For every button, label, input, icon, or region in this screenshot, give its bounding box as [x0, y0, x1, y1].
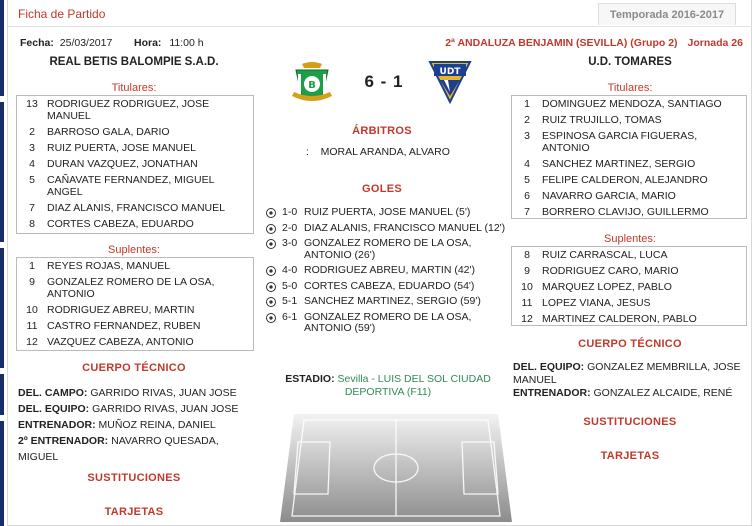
ball-icon [266, 282, 276, 292]
player-name[interactable]: SANCHEZ MARTINEZ, SERGIO [542, 158, 696, 170]
player-name[interactable]: CAÑAVATE FERNANDEZ, MIGUEL ANGEL [47, 174, 215, 198]
player-number: 8 [29, 218, 35, 230]
home-team-name[interactable]: REAL BETIS BALOMPIE S.A.D. [49, 56, 219, 68]
staff-row [18, 417, 258, 433]
player-row[interactable] [17, 274, 253, 302]
player-row[interactable] [17, 258, 253, 274]
goal-row [266, 223, 506, 235]
referee-name: : MORAL ARANDA, ALVARO [306, 146, 450, 158]
player-name[interactable]: MARTINEZ CALDERON, PABLO [542, 313, 697, 325]
goal-scorer[interactable]: SANCHEZ MARTINEZ, SERGIO (59') [304, 295, 481, 307]
player-number: 7 [524, 206, 530, 218]
staff-role: DEL. EQUIPO: [18, 403, 90, 415]
ball-icon [266, 297, 276, 307]
goal-row [266, 296, 506, 308]
score: 6 - 1 [364, 72, 404, 91]
player-number: 5 [29, 174, 35, 186]
player-name[interactable]: FELIPE CALDERON, ALEJANDRO [542, 174, 708, 186]
ball-icon [266, 313, 276, 323]
staff-role: DEL. CAMPO: [18, 387, 88, 399]
staff-name: GARRIDO RIVAS, JUAN JOSE [87, 387, 237, 399]
betis-crest-icon [288, 60, 336, 104]
player-name[interactable]: RODRIGUEZ RODRIGUEZ, JOSE MANUEL [47, 98, 210, 122]
player-number: 1 [524, 98, 530, 110]
ball-icon [266, 266, 276, 276]
stadium-info [270, 373, 506, 399]
goals-list [266, 207, 506, 339]
staff-name: NAVARRO QUESADA, MIGUEL [18, 435, 219, 463]
player-number: 10 [521, 281, 533, 293]
goal-scorer[interactable]: RUIZ PUERTA, JOSE MANUEL (5') [304, 206, 471, 218]
goal-row [266, 312, 506, 335]
player-row[interactable] [17, 156, 253, 172]
time-value: 11:00 h [169, 37, 204, 49]
player-row[interactable] [512, 156, 746, 172]
home-titulares-label: Titulares: [111, 82, 157, 94]
staff-role: 2º ENTRENADOR: [18, 435, 109, 447]
player-row[interactable] [512, 279, 746, 295]
player-number: 4 [524, 158, 530, 170]
header-bar [7, 0, 752, 27]
player-name[interactable]: RODRIGUEZ ABREU, MARTIN [47, 304, 195, 316]
arbitros-title: ÁRBITROS [352, 125, 412, 137]
player-number: 12 [26, 336, 38, 348]
away-staff-list [513, 361, 745, 400]
goal-result: 5-0 [282, 279, 298, 292]
away-titulares-label: Titulares: [607, 82, 653, 94]
player-row[interactable] [512, 263, 746, 279]
player-name[interactable]: DIAZ ALANIS, FRANCISCO MANUEL [47, 202, 225, 214]
goal-result: 4-0 [282, 264, 298, 276]
staff-role: ENTRENADOR: [18, 419, 96, 431]
stadium-name[interactable]: Sevilla - LUIS DEL SOL CIUDAD DEPORTIVA (F11) [337, 373, 491, 398]
away-tarjetas-title: TARJETAS [600, 450, 660, 462]
player-name[interactable]: REYES ROJAS, MANUEL [47, 260, 171, 272]
time-label: Hora: [134, 37, 162, 49]
away-suplentes-label: Suplentes: [604, 233, 656, 245]
goal-row [266, 265, 506, 277]
ball-icon [266, 239, 276, 249]
goles-title: GOLES [361, 183, 402, 195]
player-row[interactable] [17, 200, 253, 216]
player-name[interactable]: DURAN VAZQUEZ, JONATHAN [47, 158, 198, 170]
away-starters-list [511, 95, 747, 219]
player-number: 13 [26, 98, 38, 110]
competition-link[interactable]: 2ª ANDALUZA BENJAMIN (SEVILLA) (Grupo 2) [445, 37, 678, 49]
tomares-crest-icon [424, 58, 476, 104]
player-name[interactable]: RUIZ TRUJILLO, TOMAS [542, 114, 662, 126]
home-tarjetas-title: TARJETAS [104, 506, 164, 518]
player-row[interactable] [512, 112, 746, 128]
goal-scorer[interactable]: CORTES CABEZA, EDUARDO (54') [304, 279, 475, 292]
player-name[interactable]: RODRIGUEZ CARO, MARIO [542, 265, 679, 277]
player-number: 10 [26, 304, 38, 316]
goal-row [266, 281, 506, 293]
staff-name: GONZALEZ MEMBRILLA, JOSE MANUEL [513, 361, 741, 386]
player-row[interactable] [512, 204, 746, 220]
away-cuerpo-tecnico-title: CUERPO TÉCNICO [578, 338, 682, 350]
player-number: 3 [524, 130, 530, 142]
goal-row [266, 238, 506, 261]
player-row[interactable] [17, 172, 253, 200]
player-number: 8 [524, 249, 530, 261]
home-subs-list [16, 257, 254, 351]
page-title: Ficha de Partido [18, 7, 106, 21]
date-label: Fecha: [20, 37, 54, 49]
player-number: 2 [524, 114, 530, 126]
player-name[interactable]: DOMINGUEZ MENDOZA, SANTIAGO [542, 98, 722, 110]
left-edge-bar [0, 0, 4, 526]
goal-scorer[interactable]: GONZALEZ ROMERO DE LA OSA, ANTONIO (59') [304, 310, 472, 334]
goal-scorer[interactable]: GONZALEZ ROMERO DE LA OSA, ANTONIO (26') [304, 237, 472, 261]
player-number: 5 [524, 174, 530, 186]
competition-info [445, 37, 743, 49]
player-row[interactable] [17, 140, 253, 156]
goal-result: 2-0 [282, 221, 298, 234]
goal-row [266, 207, 506, 219]
goal-result: 5-1 [282, 295, 298, 307]
player-number: 9 [524, 265, 530, 277]
match-time [134, 37, 204, 49]
player-row[interactable] [512, 295, 746, 311]
player-name[interactable]: GONZALEZ ROMERO DE LA OSA, ANTONIO [47, 276, 215, 300]
staff-name: GONZALEZ ALCAIDE, RENÉ [590, 387, 733, 399]
player-name[interactable]: RUIZ CARRASCAL, LUCA [542, 249, 668, 261]
player-name[interactable]: CORTES CABEZA, EDUARDO [47, 218, 194, 230]
player-row[interactable] [512, 188, 746, 204]
staff-row [513, 387, 745, 400]
staff-row [18, 401, 258, 417]
player-row[interactable] [17, 216, 253, 232]
player-name[interactable]: LOPEZ VIANA, JESUS [542, 297, 651, 309]
player-row[interactable] [512, 128, 746, 156]
staff-name: GARRIDO RIVAS, JUAN JOSE [89, 403, 239, 415]
player-row[interactable] [17, 96, 253, 124]
player-number: 1 [29, 260, 35, 272]
player-row[interactable] [512, 311, 746, 327]
goal-result: 1-0 [282, 206, 298, 218]
goal-result: 3-0 [282, 237, 298, 249]
player-number: 11 [26, 320, 38, 332]
jornada: Jornada 26 [687, 37, 743, 49]
player-name[interactable]: BARROSO GALA, DARIO [47, 126, 170, 138]
player-row[interactable] [512, 247, 746, 263]
player-number: 2 [29, 126, 35, 138]
player-name[interactable]: ESPINOSA GARCIA FIGUERAS, ANTONIO [542, 130, 698, 154]
home-sustituciones-title: SUSTITUCIONES [87, 472, 181, 484]
player-number: 6 [524, 190, 530, 202]
away-sustituciones-title: SUSTITUCIONES [583, 416, 677, 428]
stadium-label: ESTADIO: [285, 373, 335, 385]
ball-icon [266, 224, 276, 234]
player-row[interactable] [17, 124, 253, 140]
staff-role: DEL. EQUIPO: [513, 361, 585, 373]
goal-result: 6-1 [282, 310, 298, 323]
away-subs-list [511, 246, 747, 326]
player-number: 9 [29, 276, 35, 288]
staff-row [18, 385, 258, 401]
match-date [20, 37, 112, 49]
away-team-name[interactable]: U.D. TOMARES [588, 56, 672, 68]
season-tab[interactable]: Temporada 2016-2017 [598, 3, 736, 25]
player-row[interactable] [512, 172, 746, 188]
staff-name: MUÑOZ REINA, DANIEL [95, 419, 216, 431]
player-number: 11 [521, 297, 533, 309]
staff-row [513, 361, 745, 387]
player-row[interactable] [17, 302, 253, 318]
player-number: 4 [29, 158, 35, 170]
date-value: 25/03/2017 [59, 37, 113, 49]
ball-icon [266, 208, 276, 218]
staff-role: ENTRENADOR: [513, 387, 591, 399]
player-number: 3 [29, 142, 35, 154]
home-staff-list [18, 385, 258, 465]
player-row[interactable] [512, 96, 746, 112]
goal-scorer[interactable]: DIAZ ALANIS, FRANCISCO MANUEL (12') [304, 221, 506, 234]
player-row[interactable] [17, 318, 253, 334]
player-name[interactable]: BORRERO CLAVIJO, GUILLERMO [542, 206, 709, 218]
home-starters-list [16, 95, 254, 234]
player-row[interactable] [17, 334, 253, 350]
player-name[interactable]: CASTRO FERNANDEZ, RUBEN [47, 320, 201, 332]
svg-text:UDT: UDT [439, 67, 461, 77]
pitch-image [280, 410, 512, 522]
home-suplentes-label: Suplentes: [108, 244, 160, 256]
staff-row [18, 433, 258, 465]
goal-scorer[interactable]: RODRIGUEZ ABREU, MARTIN (42') [304, 264, 475, 276]
player-number: 7 [29, 202, 35, 214]
player-name[interactable]: RUIZ PUERTA, JOSE MANUEL [47, 142, 196, 154]
player-name[interactable]: NAVARRO GARCIA, MARIO [542, 190, 676, 202]
player-name[interactable]: VAZQUEZ CABEZA, ANTONIO [47, 336, 194, 348]
home-cuerpo-tecnico-title: CUERPO TÉCNICO [82, 362, 186, 374]
player-name[interactable]: MARQUEZ LOPEZ, PABLO [542, 281, 672, 293]
player-number: 12 [521, 313, 533, 325]
svg-text:B: B [308, 80, 316, 91]
